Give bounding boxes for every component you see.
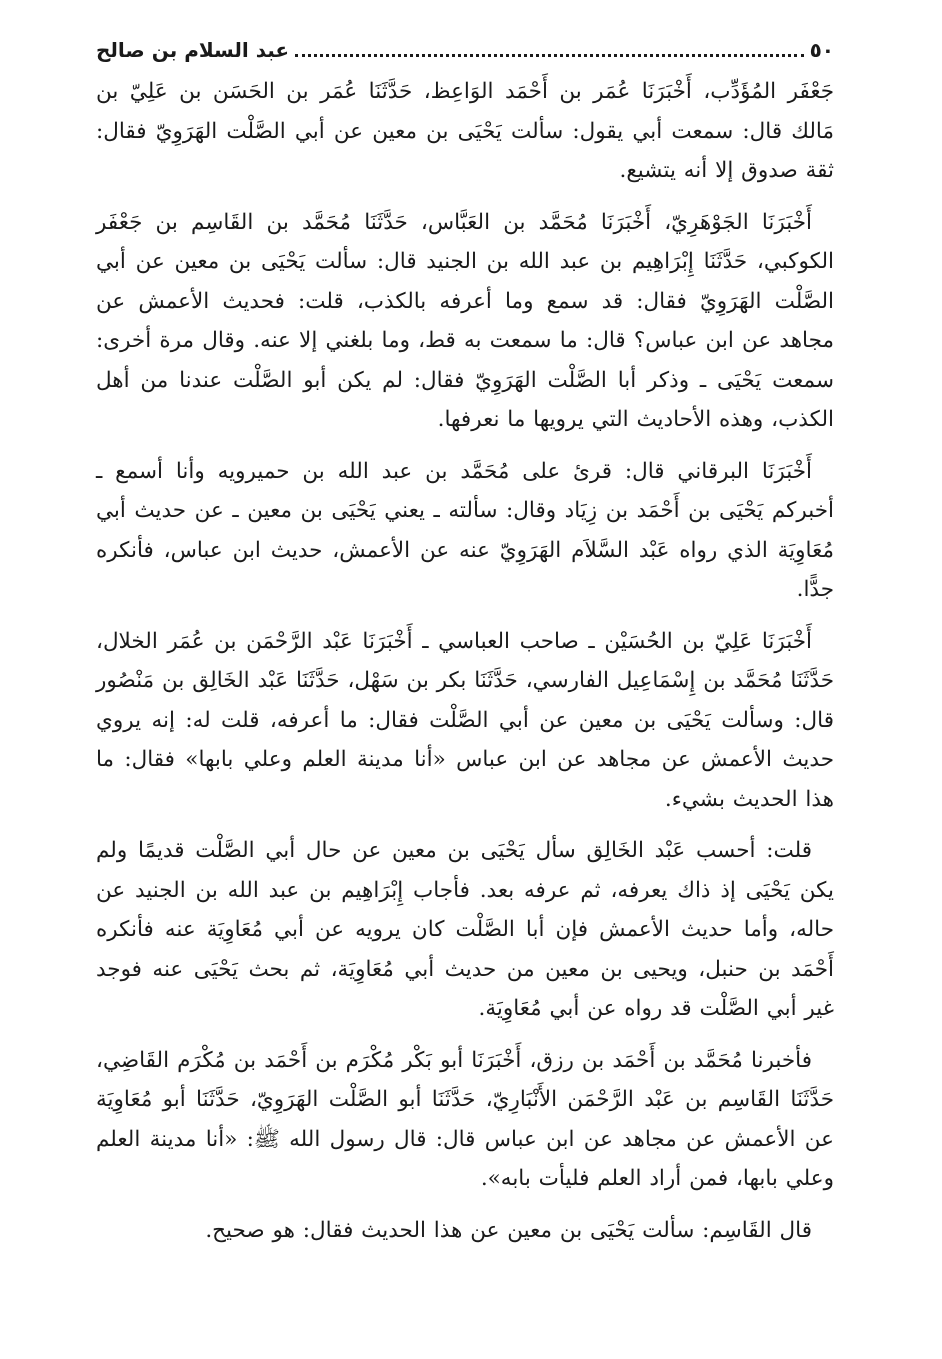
running-title: عبد السلام بن صالح <box>96 38 290 62</box>
paragraph-6: فأخبرنا مُحَمَّد بن أَحْمَد بن رزق، أَخْبَرَنَا أبو بَكْر مُكْرَم بن أَحْمَد بن مُكْرَم القَاضِي، حَدَّثَنَا القَاسِم بن عَبْد الرَّحْمَن الأَنْبَارِيّ، حَدَّثَنَا أبو الصَّلْت الهَرَوِيّ، حَدَّثَنَا أبو مُعَاوِيَة عن الأعمش عن مجاهد عن ابن عباس قال: قال رسول الله ﷺ: «أنا مدينة العلم وعلي بابها، فمن أراد العلم فليأت بابه». <box>96 1047 834 1191</box>
book-page <box>96 30 834 1340</box>
paragraph-1: جَعْفَر المُؤَدِّب، أَخْبَرَنَا عُمَر بن أَحْمَد الوَاعِظ، حَدَّثَنَا عُمَر بن الحَسَن بن عَلِيّ بن مَالك قال: سمعت أبي يقول: سألت يَحْيَى بن معين عن أبي الصَّلْت الهَرَوِيّ فقال: ثقة صدوق إلا أنه يتشيع. <box>96 79 834 183</box>
paragraph-2: أَخْبَرَنَا الجَوْهَرِيّ، أَخْبَرَنَا مُحَمَّد بن العَبَّاس، حَدَّثَنَا مُحَمَّد بن القَاسِم بن جَعْفَر الكوكبي، حَدَّثَنَا إِبْرَاهِيم بن عبد الله بن الجنيد قال: سألت يَحْيَى بن معين عن أبي الصَّلْت الهَرَوِيّ فقال: قد سمع وما أعرفه بالكذب، قلت: فحديث الأعمش عن مجاهد عن ابن عباس؟ قال: ما سمعت به قط، وما بلغني إلا عنه. وقال مرة أخرى: سمعت يَحْيَى ـ وذكر أبا الصَّلْت الهَرَوِيّ فقال: لم يكن أبو الصَّلْت عندنا من أهل الكذب، وهذه الأحاديث التي يرويها ما نعرفها. <box>96 209 834 432</box>
header-dotted-leader <box>295 54 803 57</box>
page-number: ٥٠ <box>809 38 834 62</box>
page-body <box>96 72 834 1250</box>
running-header <box>96 30 834 70</box>
paragraph-5: قلت: أحسب عَبْد الخَالِق سأل يَحْيَى بن معين عن حال أبي الصَّلْت قديمًا ولم يكن يَحْيَى إذ ذاك يعرفه، ثم عرفه بعد. فأجاب إِبْرَاهِيم بن عبد الله بن الجنيد عن حاله، وأما حديث الأعمش فإن أبا الصَّلْت كان يرويه عن أبي مُعَاوِيَة عنه فأنكره أَحْمَد بن حنبل، ويحيى بن معين من حديث أبي مُعَاوِيَة، ثم بحث يَحْيَى عنه فوجد غير أبي الصَّلْت قد رواه عن أبي مُعَاوِيَة. <box>96 838 834 1021</box>
paragraph-3: أَخْبَرَنَا البرقاني قال: قرئ على مُحَمَّد بن عبد الله بن حميرويه وأنا أسمع ـ أخبركم يَحْيَى بن أَحْمَد بن زِيَاد وقال: سألته ـ يعني يَحْيَى بن معين ـ عن حديث أبي مُعَاوِيَة الذي رواه عَبْد السَّلاَم الهَرَوِيّ عنه عن الأعمش، حديث ابن عباس، فأنكره جدًّا. <box>96 458 834 602</box>
paragraph-7: قال القَاسِم: سألت يَحْيَى بن معين عن هذا الحديث فقال: هو صحيح. <box>205 1217 812 1243</box>
paragraph-4: أَخْبَرَنَا عَلِيّ بن الحُسَيْن ـ صاحب العباسي ـ أَخْبَرَنَا عَبْد الرَّحْمَن بن عُمَر الخلال، حَدَّثَنَا مُحَمَّد بن إِسْمَاعِيل الفارسي، حَدَّثَنَا بكر بن سَهْل، حَدَّثَنَا عَبْد الخَالِق بن مَنْصُور قال: وسألت يَحْيَى بن معين عن أبي الصَّلْت فقال: ما أعرفه، قلت له: إنه يروي حديث الأعمش عن مجاهد عن ابن عباس «أنا مدينة العلم وعلي بابها» فقال: ما هذا الحديث بشيء. <box>96 628 834 812</box>
